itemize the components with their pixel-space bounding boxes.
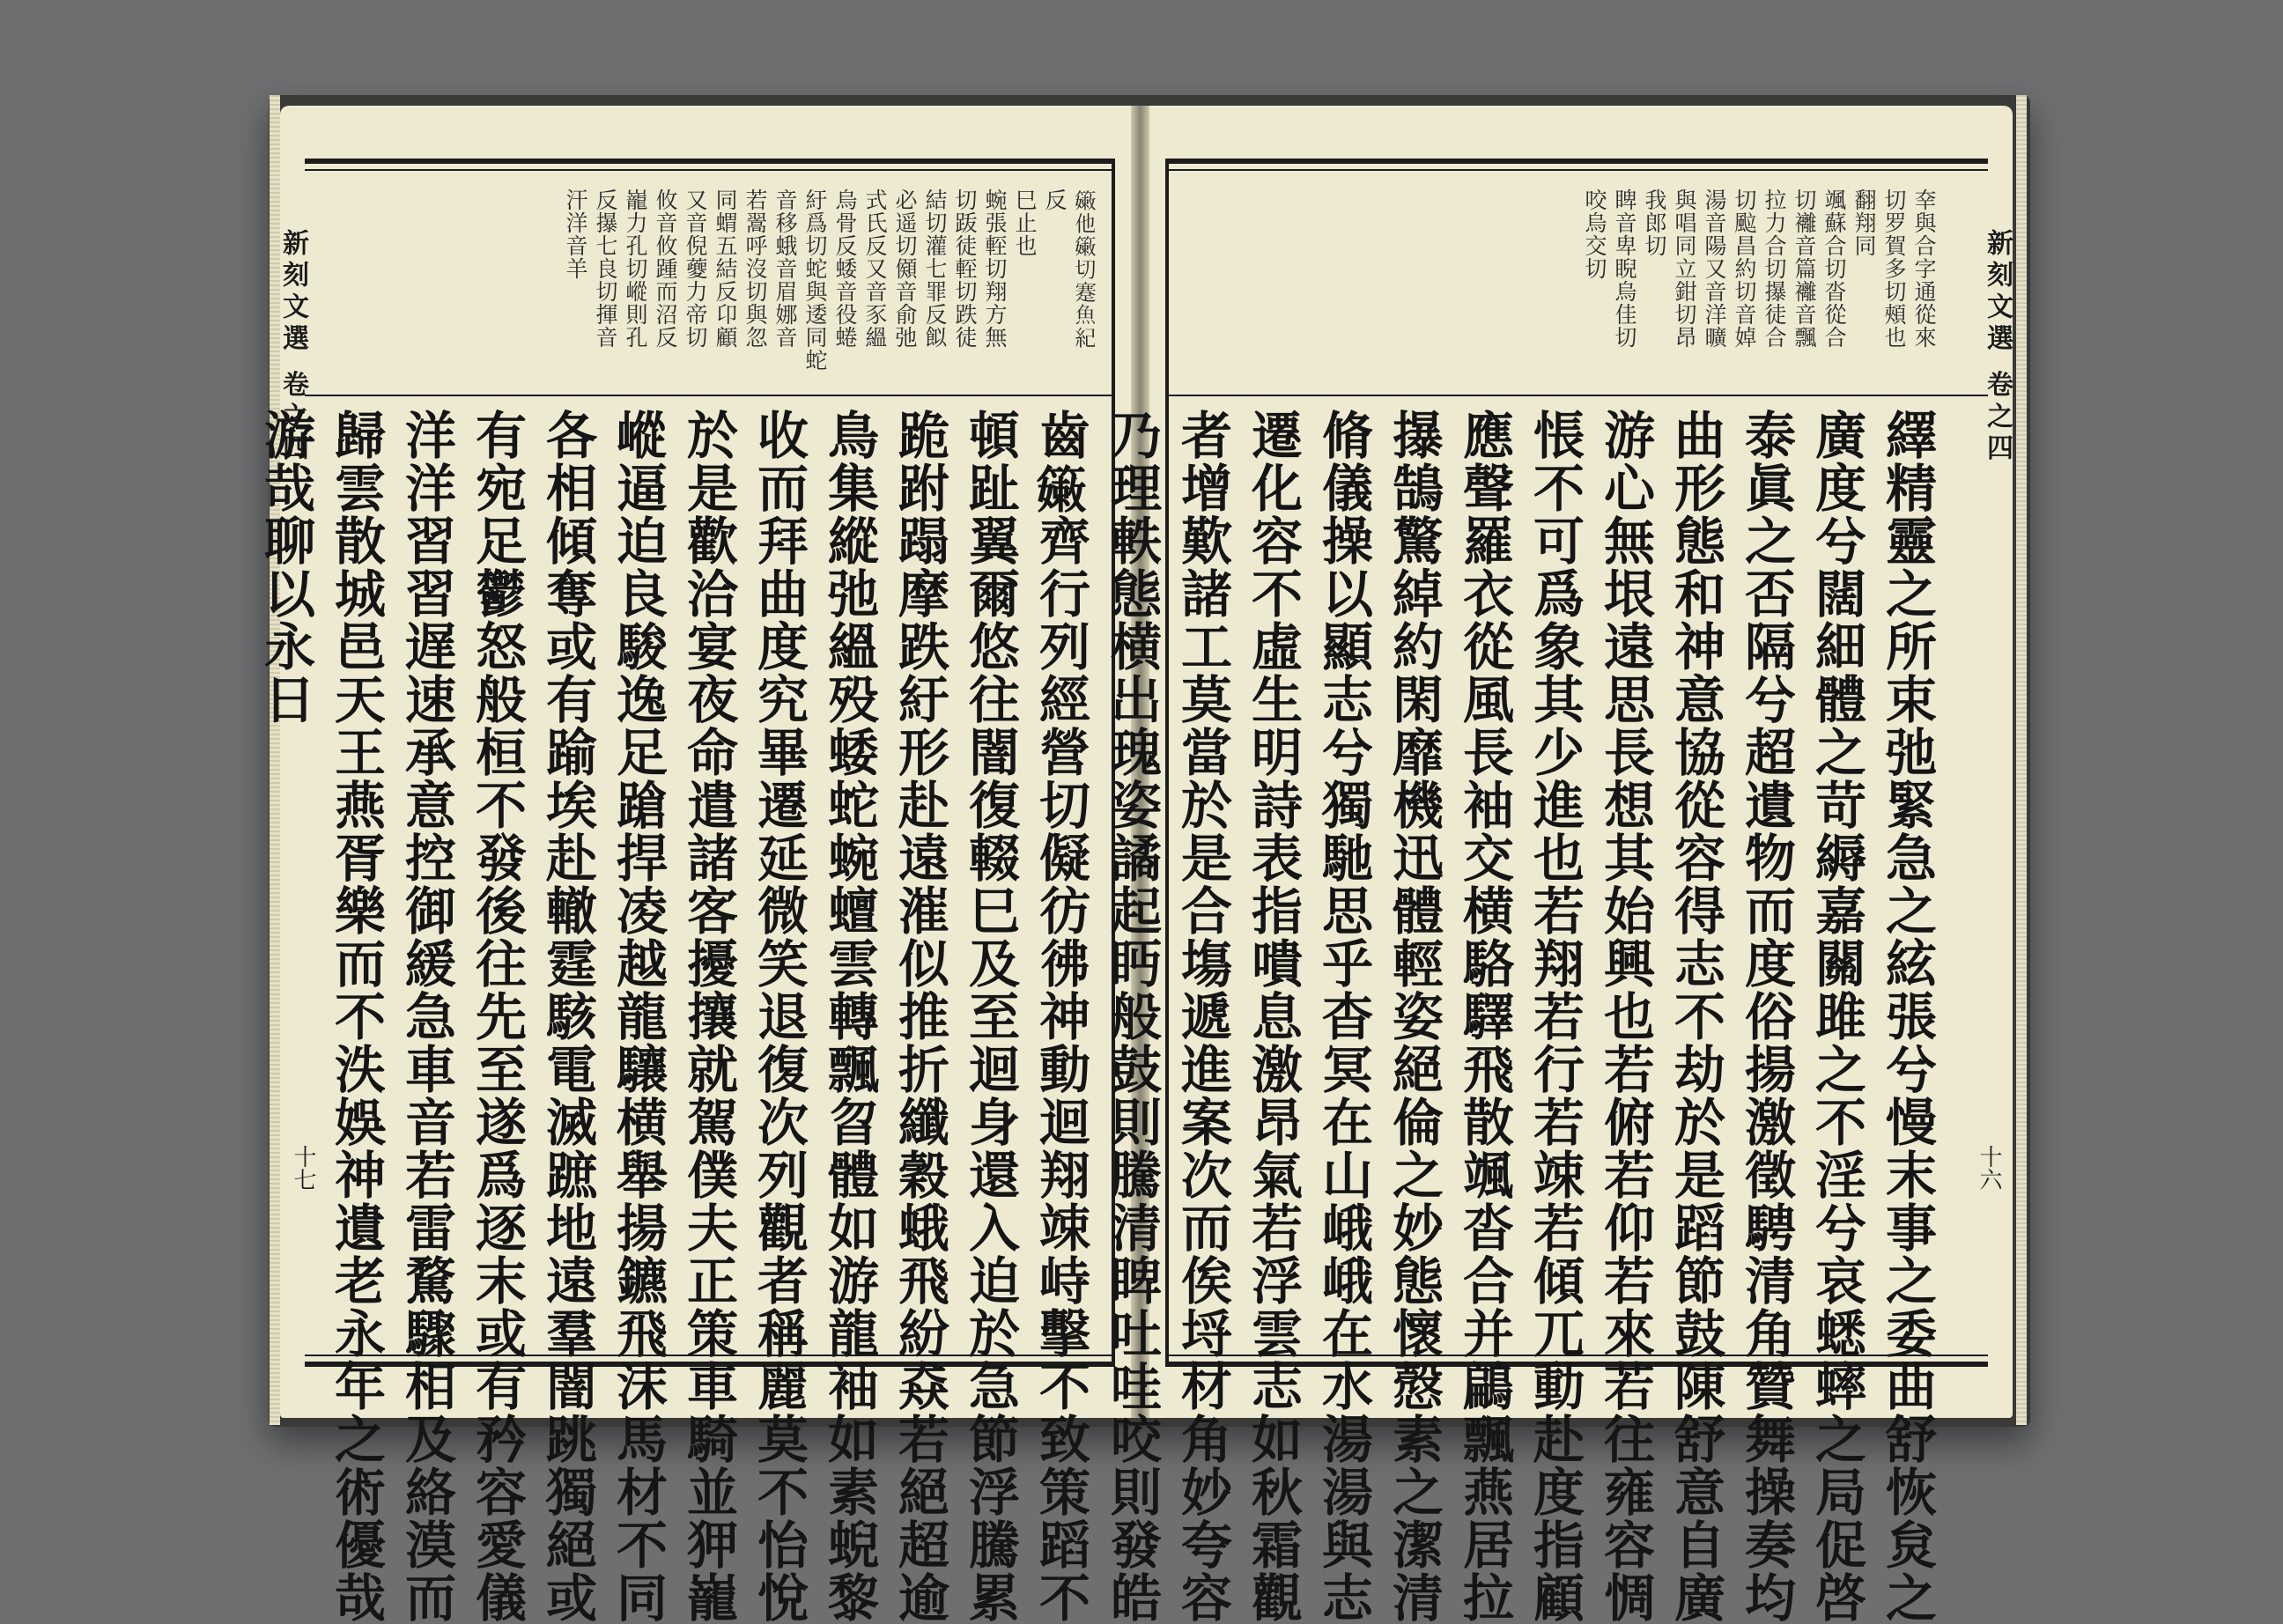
annotation-column: 結切灌七罪反䬮 (922, 188, 948, 349)
text-column: 游心無垠遠思長想其始興也若俯若仰若來若往雍容惆 (1595, 409, 1655, 1624)
annotation-column: 㚔與合字通從來 (1911, 188, 1937, 349)
annotation-column: 巃力孔切嵷則孔 (623, 188, 648, 349)
text-column: 齒𥶄齊行列經營切儗彷彿神動迴翔竦峙擊不致策蹈不 (1031, 409, 1090, 1624)
annotation-column: 反 (1042, 188, 1068, 211)
annotation-column: 切䟦徒䡖切跌徒 (952, 188, 978, 349)
right-leaf-number: 十六 (1976, 1145, 2002, 1191)
text-column: 跪跗蹋摩跌紆形赴遠漼似推折纖穀蛾飛紛猋若絕超逾 (890, 409, 949, 1624)
annotation-column: 翻翔同 (1851, 188, 1877, 257)
annotation-column: 又音倪䕫力帝切 (683, 188, 708, 349)
annotation-column: 若翯呼沒切與忽 (743, 188, 768, 349)
text-column: 應聲羅衣從風長袖交横駱驛飛散颯沓合并鶣飄燕居拉 (1454, 409, 1514, 1624)
text-column: 悵不可爲象其少進也若翔若行若竦若傾兀動赴度指顧 (1525, 409, 1585, 1624)
annotation-column: 切罗賀多切頰也 (1881, 188, 1907, 349)
right-page (1102, 106, 2013, 1624)
right-main-text (1102, 400, 1988, 1624)
text-column: 繹精靈之所束弛緊急之絃張兮慢末事之委曲舒恢炱之 (1877, 409, 1937, 1624)
annotation-column: 音移蛾音眉娜音 (772, 188, 798, 349)
text-column: 於是歡洽宴夜命遣諸客擾攘就駕僕夫正策車騎並狎巃 (678, 409, 738, 1624)
annotation-column: 睥音卑睨烏佳切 (1612, 188, 1637, 349)
text-column: 頓趾翼爾悠往闇復輟巳及至迴身還入迫於急節浮騰累 (960, 409, 1020, 1624)
annotation-column: 紆爲切蛇與逶同蛇 (802, 188, 828, 372)
annotation-column: 蜿張䡖切翔方無 (982, 188, 1008, 349)
text-column: 泰眞之否隔兮超遺物而度俗揚激徵騁清角贊舞操奏均 (1736, 409, 1796, 1624)
text-column: 各相傾奪或有踰埃赴轍霆駭電滅蹠地遠羣闇跳獨絕或 (537, 409, 597, 1624)
left-fold-title: 新刻文選 卷之四 (277, 229, 308, 466)
annotation-column: 颯蘇合切沓從合 (1821, 188, 1847, 349)
annotation-column: 拉力合切㩧徒合 (1762, 188, 1787, 349)
left-leaf-number: 十七 (290, 1145, 316, 1191)
annotation-column: 我郎切 (1642, 188, 1667, 257)
text-column: 曲形態和神意協從容得志不劫於是蹈節鼓陳舒意自廣 (1666, 409, 1725, 1624)
annotation-column: 與唱同立鉗切昂 (1672, 188, 1697, 349)
annotation-column: 烏骨反蜲音役蜷 (832, 188, 858, 349)
page-edge-right (2016, 95, 2027, 1425)
text-column: 游哉聊以永日 (255, 409, 315, 726)
text-column: 鳥集縱弛縕殁蜲蛇蜿蟺雲轉飄曶體如游龍袖如素蜺黎 (819, 409, 879, 1624)
text-column: 嵷逼迫良駿逸足蹌捍凌越龍驤横舉揚鑣飛沫馬材不同 (608, 409, 668, 1624)
annotation-column: 巳止也 (1012, 188, 1038, 257)
annotation-column: 反㩧七良切揮音 (593, 188, 618, 349)
annotation-column: 切䙰音篇䙰音飄 (1792, 188, 1817, 349)
text-column: 廣度兮闊細體之苛縟嘉關雎之不淫兮哀蟋蟀之局促啓 (1806, 409, 1866, 1624)
text-column: 洋洋習習遅速承意控御緩急車音若雷騖驟相及絡漠而 (396, 409, 456, 1624)
text-column: 㩧鵠驚綽約閑靡機迅體輕姿絕倫之妙態懷慤素之潔清 (1384, 409, 1444, 1624)
annotation-column: 切䬃昌約切音婥 (1732, 188, 1757, 349)
right-print-frame (1102, 159, 1988, 1624)
right-notes (1169, 169, 1988, 395)
text-column: 歸雲散城邑天王燕胥樂而不泆娛神遺老永年之術優哉 (326, 409, 386, 1624)
left-page (255, 106, 1131, 1624)
annotation-column: 必遥切䫛音俞弛 (892, 188, 918, 349)
annotation-column: 湯音陽又音洋曠 (1702, 188, 1727, 349)
text-column: 有宛足鬱怒般桓不發後往先至遂爲逐末或有矜容愛儀 (467, 409, 527, 1624)
text-column: 乃理軼態横出瑰姿譎起眄般鼓則騰清睥吐哇咬則發皓 (1102, 409, 1162, 1624)
text-column: 收而拜曲度究畢遷延微笑退復次列觀者稱麗莫不怡悅 (749, 409, 809, 1624)
text-column: 遷化容不虛生明詩表指嘳息激昂氣若浮雲志如秋霜觀 (1243, 409, 1303, 1624)
annotation-column: 攸音攸踵而沼反 (653, 188, 678, 349)
annotation-column: 汗洋音羊 (563, 188, 588, 280)
left-notes (305, 169, 1112, 395)
annotation-column: 式氏反又音豕縕 (862, 188, 888, 349)
text-column: 者增歎諸工莫當於是合塲遞進案次而俟埒材角妙夸容 (1172, 409, 1232, 1624)
annotation-column: 咬烏交切 (1582, 188, 1607, 280)
annotation-column: 𥶄他𥶄切蹇魚紀 (1072, 188, 1097, 349)
annotation-column: 同蝟五結反卬顧 (713, 188, 738, 349)
right-fold-title: 新刻文選 卷之四 (1982, 229, 2013, 466)
text-column: 脩儀操以顯志兮獨馳思乎杳冥在山峨峨在水湯湯與志 (1313, 409, 1373, 1624)
